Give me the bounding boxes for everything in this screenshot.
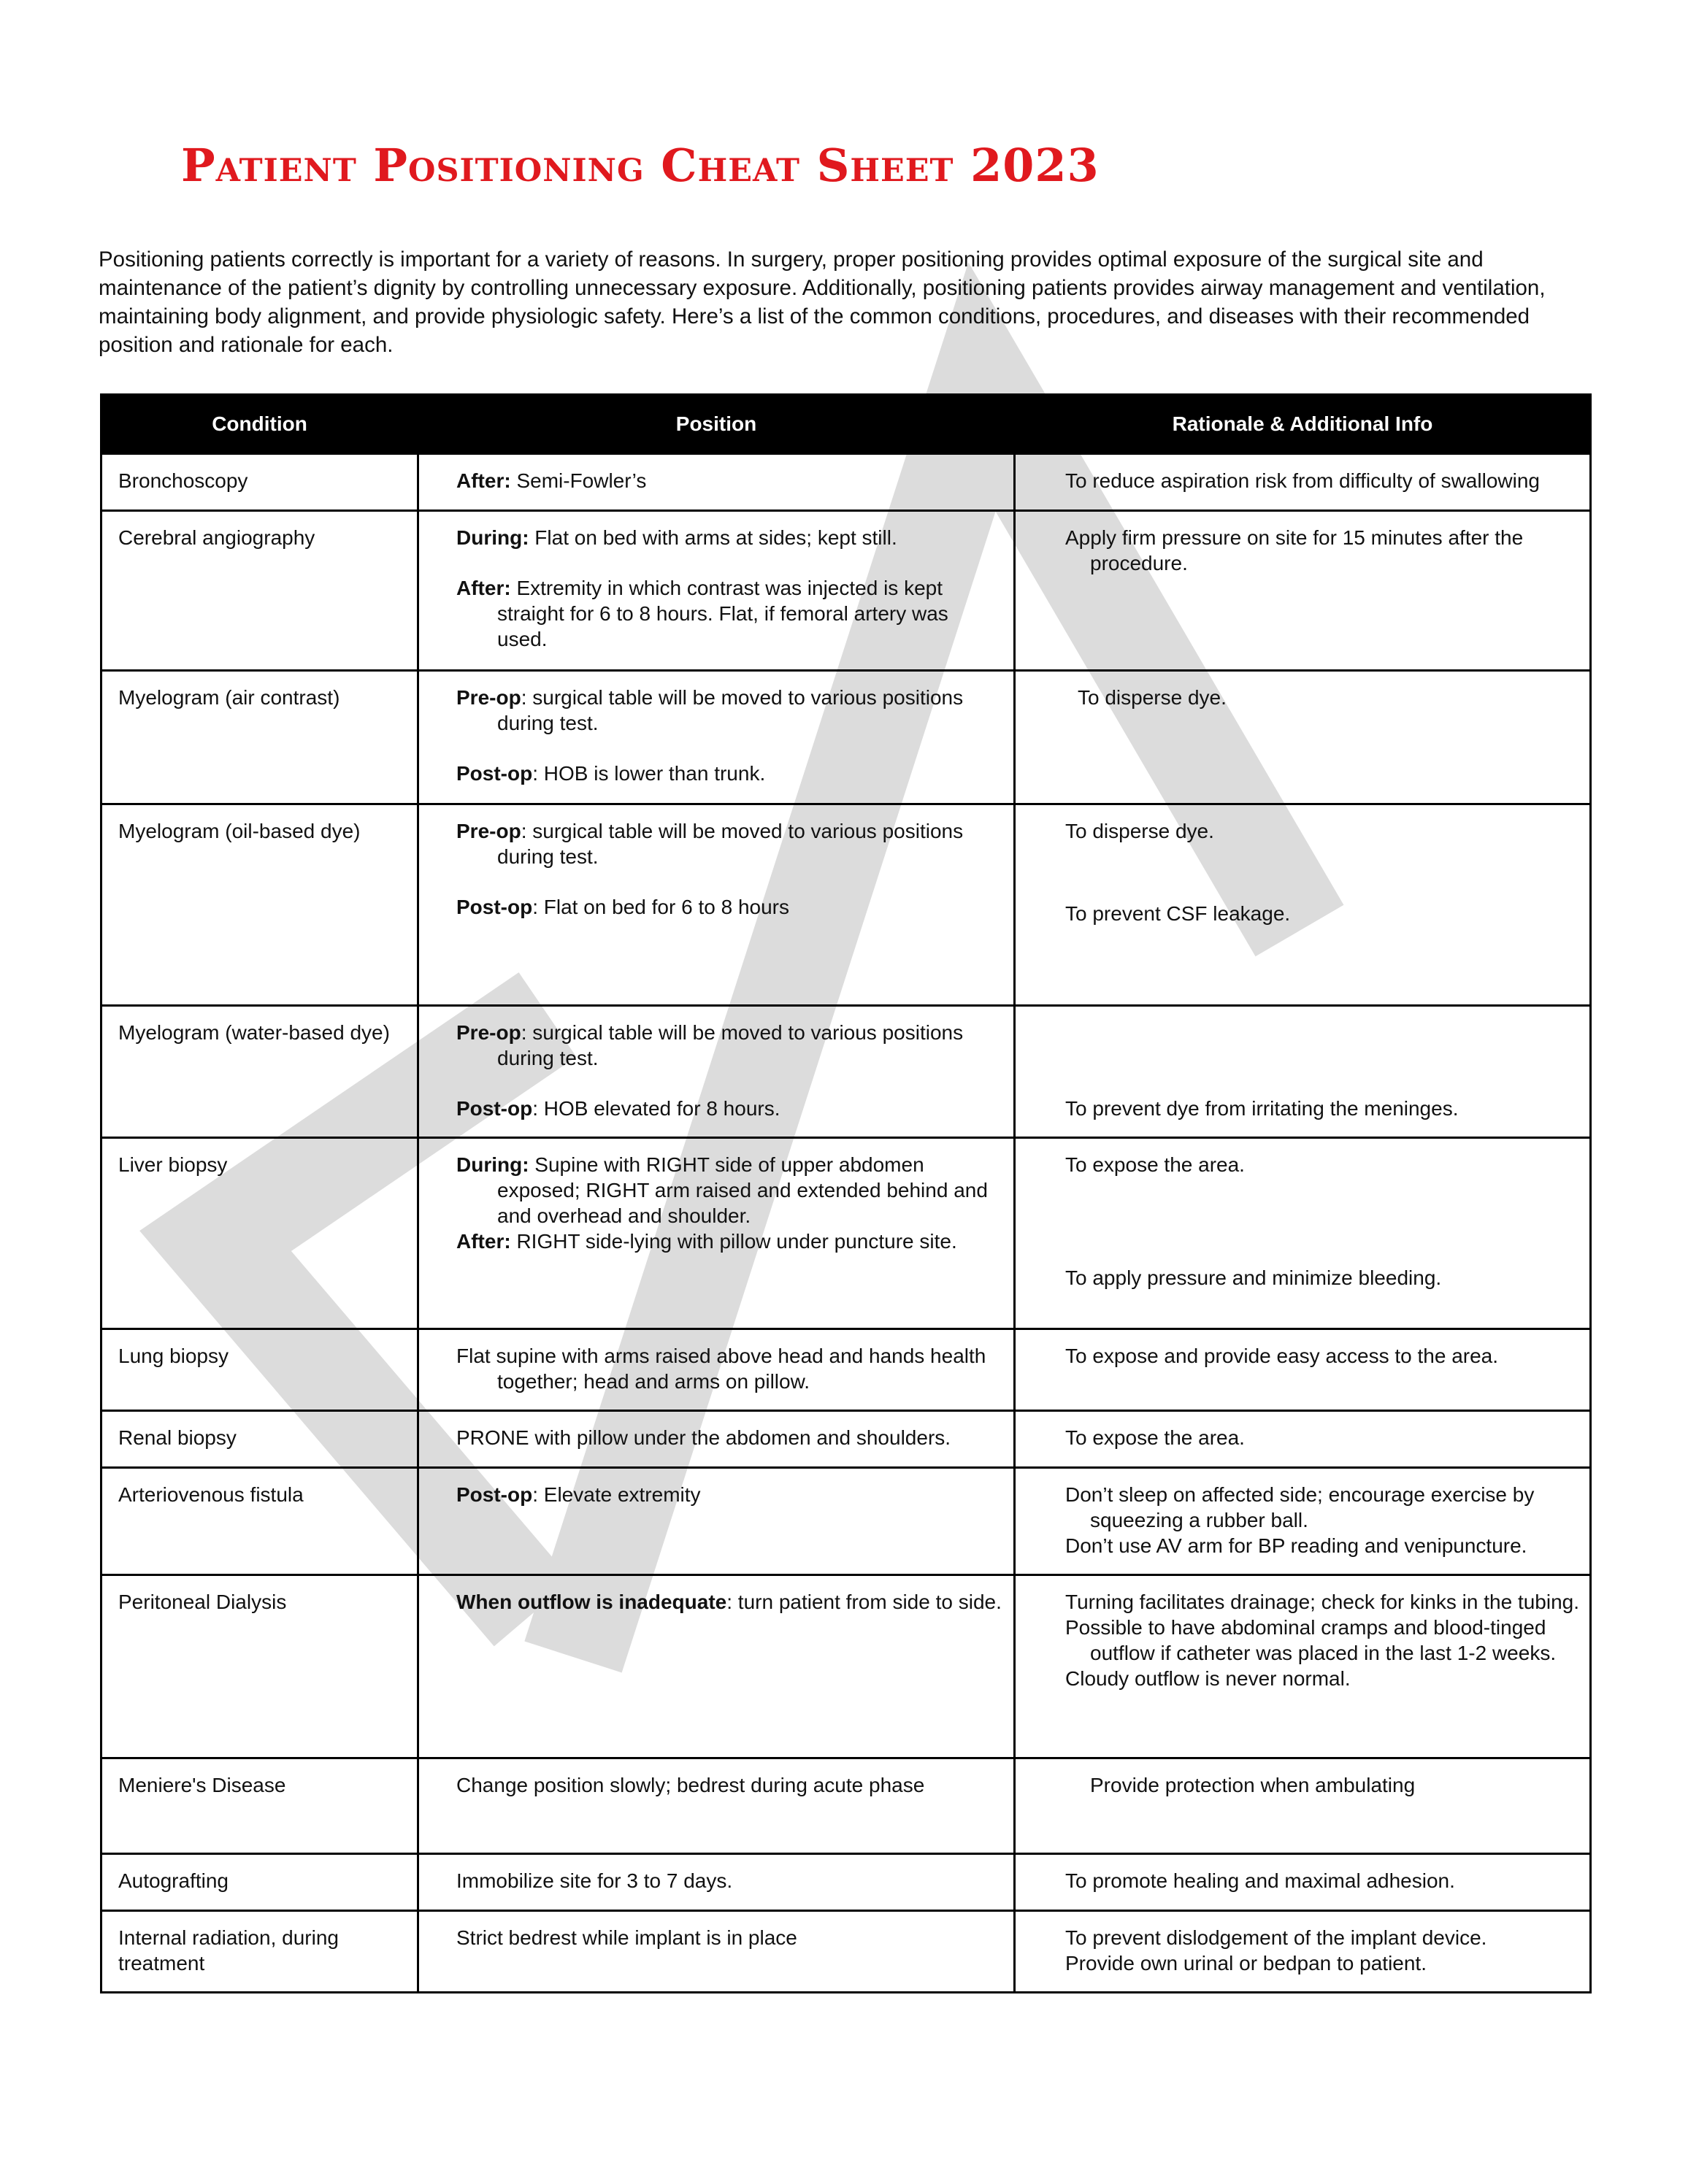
cell-position <box>418 1006 1015 1138</box>
cell-condition: Bronchoscopy <box>101 454 418 511</box>
cell-rationale <box>1015 1138 1591 1329</box>
table-row <box>101 1911 1591 1993</box>
position-entry <box>456 1772 1003 1798</box>
table-row <box>101 1575 1591 1758</box>
table-row <box>101 1468 1591 1575</box>
rationale-line: Cloudy outflow is never normal. <box>1065 1667 1351 1690</box>
position-entry <box>456 761 1003 786</box>
position-label: After: <box>456 469 511 492</box>
position-text: : HOB elevated for 8 hours. <box>532 1097 780 1120</box>
table-row <box>101 454 1591 511</box>
cell-condition: Myelogram (air contrast) <box>101 671 418 804</box>
position-text: Strict bedrest while implant is in place <box>456 1926 797 1949</box>
header-condition: Condition <box>101 395 418 454</box>
position-entry <box>456 1589 1003 1615</box>
position-label: Post‑op <box>456 1097 533 1120</box>
table-row <box>101 1411 1591 1468</box>
cell-condition: Peritoneal Dialysis <box>101 1575 418 1758</box>
cell-rationale <box>1015 1006 1591 1138</box>
cell-rationale <box>1015 511 1591 671</box>
cell-condition: Liver biopsy <box>101 1138 418 1329</box>
rationale-line: Possible to have abdominal cramps and blood‑tinged outflow if catheter was placed in the last 1‑2 weeks. <box>1065 1616 1557 1664</box>
cell-rationale <box>1015 1758 1591 1854</box>
cell-rationale <box>1015 671 1591 804</box>
cell-rationale <box>1015 1575 1591 1758</box>
position-label: When outflow is inadequate <box>456 1591 727 1613</box>
table-row <box>101 1138 1591 1329</box>
position-label: During: <box>456 526 529 549</box>
position-entry <box>456 1020 1003 1071</box>
position-text: : surgical table will be moved to various positions during test. <box>497 1021 964 1069</box>
position-text: Flat supine with arms raised above head and hands health together; head and arms on pillow. <box>456 1345 986 1393</box>
cell-condition: Myelogram (water‑based dye) <box>101 1006 418 1138</box>
cell-rationale <box>1015 1411 1591 1468</box>
position-text: Immobilize site for 3 to 7 days. <box>456 1869 733 1892</box>
cell-condition: Cerebral angiography <box>101 511 418 671</box>
cell-position <box>418 1854 1015 1911</box>
cell-position <box>418 1411 1015 1468</box>
rationale-line: Provide own urinal or bedpan to patient. <box>1065 1952 1427 1975</box>
position-text: : turn patient from side to side. <box>726 1591 1002 1613</box>
position-text: Semi‑Fowler’s <box>510 469 647 492</box>
intro-paragraph: Positioning patients correctly is important for a variety of reasons. In surgery, proper positioning provides optimal exposure of the surgical site and maintenance of the patient’s dignity by controlling unnecessary exposure. Additionally, positioning patients provides airway management and ventilation, maintaining body alignment, and provide physiologic safety. Here’s a list of the common conditions, procedures, and diseases with their recommended position and rationale for each. <box>99 247 1546 357</box>
position-text: Flat on bed with arms at sides; kept still. <box>529 526 897 549</box>
rationale-line: To prevent dislodgement of the implant device. <box>1065 1926 1487 1949</box>
cell-condition: Renal biopsy <box>101 1411 418 1468</box>
cell-condition: Arteriovenous fistula <box>101 1468 418 1575</box>
position-entry <box>456 1096 1003 1121</box>
cell-condition: Autografting <box>101 1854 418 1911</box>
rationale-line: Don’t use AV arm for BP reading and venipuncture. <box>1065 1534 1527 1557</box>
position-label: After: <box>456 1230 511 1253</box>
cell-position <box>418 671 1015 804</box>
cell-rationale <box>1015 454 1591 511</box>
rationale-line: To apply pressure and minimize bleeding. <box>1065 1266 1442 1289</box>
cell-position <box>418 1758 1015 1854</box>
position-entry <box>456 575 1003 652</box>
header-position: Position <box>418 395 1015 454</box>
table-row <box>101 1854 1591 1911</box>
header-rationale: Rationale & Additional Info <box>1015 395 1591 454</box>
position-entry <box>456 525 1003 550</box>
position-entry <box>456 685 1003 736</box>
cell-condition: Meniere's Disease <box>101 1758 418 1854</box>
table-header-row <box>101 395 1591 454</box>
position-text: PRONE with pillow under the abdomen and shoulders. <box>456 1426 951 1449</box>
rationale-line: To expose the area. <box>1065 1426 1245 1449</box>
position-entry <box>456 1343 1003 1394</box>
table-row <box>101 511 1591 671</box>
cell-rationale <box>1015 1329 1591 1411</box>
rationale-line: To disperse dye. <box>1065 820 1214 842</box>
position-label: During: <box>456 1153 529 1176</box>
cell-position <box>418 804 1015 1006</box>
position-text: Supine with RIGHT side of upper abdomen exposed; RIGHT arm raised and extended behind and and overhead and shoulder. <box>497 1153 988 1227</box>
cell-rationale <box>1015 1468 1591 1575</box>
table-row <box>101 1758 1591 1854</box>
table-row <box>101 1329 1591 1411</box>
rationale-line: Turning facilitates drainage; check for kinks in the tubing. <box>1065 1591 1580 1613</box>
position-text: : surgical table will be moved to various positions during test. <box>497 820 964 868</box>
position-text: : surgical table will be moved to various positions during test. <box>497 686 964 734</box>
position-text: Extremity in which contrast was injected is kept straight for 6 to 8 hours. Flat, if femoral artery was used. <box>497 577 948 650</box>
position-label: Post‑op <box>456 1483 533 1506</box>
cell-rationale <box>1015 1854 1591 1911</box>
rationale-line: To promote healing and maximal adhesion. <box>1065 1869 1455 1892</box>
cell-condition: Lung biopsy <box>101 1329 418 1411</box>
cell-position <box>418 1329 1015 1411</box>
position-label: Post‑op <box>456 896 533 918</box>
position-entry <box>456 468 1003 493</box>
position-label: Post‑op <box>456 762 533 785</box>
rationale-line: To reduce aspiration risk from difficulty of swallowing <box>1065 469 1540 492</box>
cell-position <box>418 511 1015 671</box>
rationale-line: Apply firm pressure on site for 15 minutes after the procedure. <box>1065 526 1524 574</box>
position-entry <box>456 1482 1003 1507</box>
cell-condition: Myelogram (oil‑based dye) <box>101 804 418 1006</box>
rationale-line: To expose and provide easy access to the area. <box>1065 1345 1499 1367</box>
table-row <box>101 1006 1591 1138</box>
cell-condition: Internal radiation, during treatment <box>101 1911 418 1993</box>
position-entry <box>456 1152 1003 1228</box>
position-label: Pre‑op <box>456 686 521 709</box>
position-entry <box>456 818 1003 869</box>
cell-position <box>418 1911 1015 1993</box>
rationale-line: Provide protection when ambulating <box>1090 1774 1416 1796</box>
position-entry <box>456 894 1003 920</box>
table-row <box>101 804 1591 1006</box>
position-label: After: <box>456 577 511 599</box>
rationale-line: To prevent CSF leakage. <box>1065 902 1291 925</box>
position-text: : Elevate extremity <box>532 1483 701 1506</box>
position-label: Pre‑op <box>456 1021 521 1044</box>
cell-position <box>418 1468 1015 1575</box>
position-text: Change position slowly; bedrest during acute phase <box>456 1774 925 1796</box>
position-entry <box>456 1425 1003 1450</box>
position-text: RIGHT side‑lying with pillow under puncture site. <box>510 1230 957 1253</box>
position-entry <box>456 1925 1003 1950</box>
position-label: Pre‑op <box>456 820 521 842</box>
rationale-line: To expose the area. <box>1065 1153 1245 1176</box>
position-text: : HOB is lower than trunk. <box>532 762 766 785</box>
rationale-line: Don’t sleep on affected side; encourage exercise by squeezing a rubber ball. <box>1065 1483 1535 1531</box>
position-entry <box>456 1868 1003 1893</box>
cell-position <box>418 1138 1015 1329</box>
position-text: : Flat on bed for 6 to 8 hours <box>532 896 789 918</box>
rationale-line: To disperse dye. <box>1078 686 1227 709</box>
cell-rationale <box>1015 1911 1591 1993</box>
position-entry <box>456 1228 1003 1254</box>
page-title: Patient Positioning Cheat Sheet 2023 <box>181 139 1100 192</box>
cell-rationale <box>1015 804 1591 1006</box>
rationale-line: To prevent dye from irritating the meninges. <box>1065 1097 1459 1120</box>
table-row <box>101 671 1591 804</box>
cell-position <box>418 1575 1015 1758</box>
cell-position <box>418 454 1015 511</box>
positioning-table <box>100 393 1592 1993</box>
